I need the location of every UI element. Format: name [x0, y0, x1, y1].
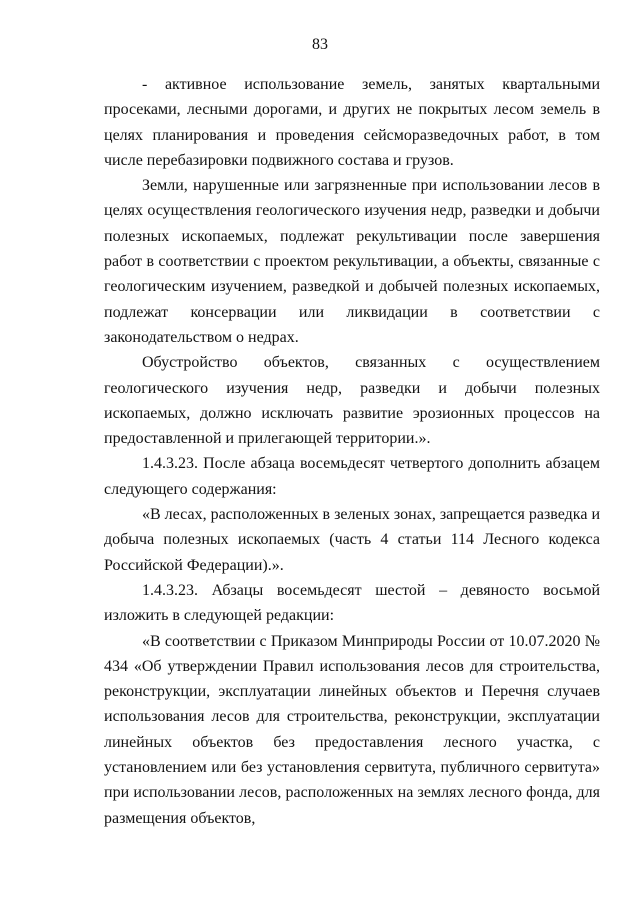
- paragraph-amendment-add: 1.4.3.23. После абзаца восемьдесят четвертого дополнить абзацем следующего содержания:: [104, 455, 600, 498]
- document-body: [104, 72, 600, 831]
- paragraph-land-reclamation: Земли, нарушенные или загрязненные при использовании лесов в целях осуществления геологического изучения недр, разведки и добычи полезных ископаемых, подлежат рекультивации после завершения работ в соответствии с проектом рекультивации, а объекты, связанные с геологическим изучением, разведкой и добычей полезных ископаемых, подлежат консервации или ликвидации в соответствии с законодательством о недрах.: [104, 177, 600, 346]
- paragraph-linear-objects: «В соответствии с Приказом Минприроды России от 10.07.2020 № 434 «Об утверждении Правил использования лесов для строительства, реконструкции, эксплуатации линейных объектов и Перечня случаев использования лесов для строительства, реконструкции, эксплуатации линейных объектов без предоставления лесного участка, с установлением или без установления сервитута, публичного сервитута» при использовании лесов, расположенных на землях лесного фонда, для размещения объектов,: [104, 632, 600, 827]
- page-number: 83: [312, 36, 328, 53]
- paragraph-green-zones: «В лесах, расположенных в зеленых зонах, запрещается разведка и добыча полезных ископаемых (часть 4 статьи 114 Лесного кодекса Российской Федерации).».: [104, 506, 600, 574]
- paragraph-erosion-prevention: Обустройство объектов, связанных с осуществлением геологического изучения недр, разведки и добычи полезных ископаемых, должно исключать развитие эрозионных процессов на предоставленной и прилегающей территории.».: [104, 354, 600, 448]
- paragraph-amendment-replace: 1.4.3.23. Абзацы восемьдесят шестой – девяносто восьмой изложить в следующей редакции:: [104, 581, 600, 625]
- paragraph-seismic-exploration: - активное использование земель, занятых квартальными просеками, лесными дорогами, и других не покрытых лесом земель в целях планирования и проведения сейсморазведочных работ, в том числе перебазировки подвижного состава и грузов.: [104, 76, 600, 169]
